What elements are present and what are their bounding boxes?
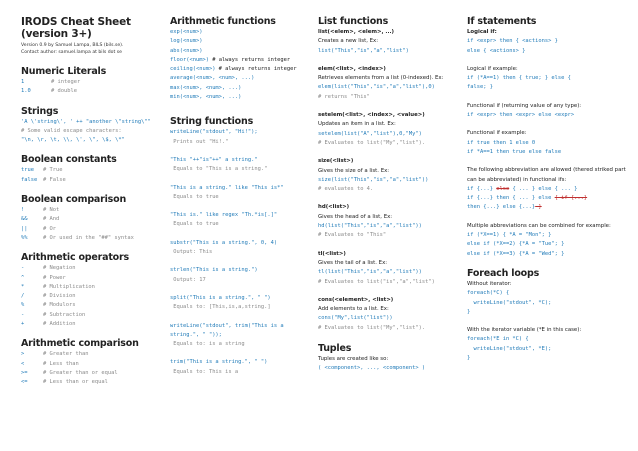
- strfn-strlen-out: Output: 17: [170, 276, 206, 283]
- boolean-comparison-heading: Boolean comparison: [21, 194, 127, 206]
- arith-row: * # Multiplication: [21, 283, 95, 290]
- arithmetic-comparison-heading: Arithmetic comparison: [21, 338, 139, 350]
- cons-sig: cons(<element>, <list>): [318, 296, 394, 303]
- logical-if-else: else { <actions> }: [467, 47, 526, 54]
- strings-comment: # Some valid escape characters:: [21, 127, 122, 134]
- column-1: [21, 16, 149, 388]
- setelem-desc: Updates an item in a list. Ex:: [318, 121, 396, 128]
- setelem-comment: # Evaluates to list("My","list").: [318, 139, 426, 146]
- functional-if-example-2: if *A==1 then true else false: [467, 148, 562, 155]
- cons-desc: Add elements to a list. Ex:: [318, 306, 389, 313]
- arith-row: - # Subtraction: [21, 311, 86, 318]
- foreach-heading: Foreach loops: [467, 267, 540, 279]
- strfn-like: "This is a string." like "This is*": [170, 184, 284, 191]
- fn-exp: exp(<num>): [170, 29, 203, 35]
- strfn-strlen: strlen("This is a string."): [170, 267, 258, 274]
- foreach-5: writeLine("stdout", *E);: [467, 345, 552, 352]
- cons-code: cons("My",list("list")): [318, 315, 393, 322]
- if-statements-heading: If statements: [467, 16, 537, 27]
- list-desc: Creates a new list, Ex:: [318, 38, 379, 45]
- strfn-split-out: Equals to: [This,is,a,string.]: [170, 304, 271, 311]
- abbreviation-2: if {...} then { ... } else { if {...}: [467, 195, 588, 202]
- boolean-row: false # False: [21, 176, 66, 183]
- strfn-writeline-trim-out: Equals to: is a string: [170, 341, 245, 348]
- arithcmp-row: < # Less than: [21, 360, 79, 367]
- multi-example-1: if (*X==1) { *A = "Mon"; }: [467, 232, 552, 239]
- arith-row: ^ # Power: [21, 274, 66, 281]
- column-3: [318, 16, 458, 374]
- foreach-6: }: [467, 355, 471, 362]
- arithcmp-row: <= # Less than or equal: [21, 379, 108, 386]
- size-comment: # evaluates to 4.: [318, 186, 374, 193]
- strfn-writeline: writeLine("stdout", "Hi!");: [170, 129, 258, 136]
- without-iterator-label: Without iterator:: [467, 280, 512, 287]
- elem-comment: # returns "This": [318, 93, 370, 100]
- strfn-writeline-trim-cont: string.", " "));: [170, 331, 222, 338]
- tl-desc: Gives the tail of a list. Ex:: [318, 259, 388, 266]
- logical-if-example-cont: false; }: [467, 84, 493, 91]
- strings-heading: Strings: [21, 105, 59, 117]
- arith-row: % # Modulors: [21, 302, 76, 309]
- tuples-desc: Tuples are created like so:: [318, 356, 389, 363]
- cons-comment: # Evaluates to list("My","list").: [318, 324, 426, 331]
- foreach-3: }: [467, 308, 471, 315]
- strfn-regex: "This is." like regex "Th.*is[.]": [170, 212, 278, 219]
- strings-escapes: "\n, \r, \t, \\, \', \", \$, \*": [21, 137, 125, 144]
- functional-if-code: if <expr> then <expr> else <expr>: [467, 112, 575, 119]
- elem-desc: Retrieves elements from a list (0-indexed). Ex:: [318, 75, 444, 82]
- multi-example-3: else if (*X==3) {*A = "Wed"; }: [467, 250, 565, 257]
- fn-floor: floor(<num>) # always returns integer: [170, 56, 291, 63]
- logical-if-code: if <expr> then { <actions> }: [467, 38, 558, 45]
- numeric-row: 1 # integer: [21, 79, 81, 85]
- functional-if-example-1: if true then 1 else 0: [467, 139, 536, 146]
- arith-row: + # Addition: [21, 321, 76, 328]
- foreach-4: foreach(*E in *C) {: [467, 336, 529, 343]
- arithmetic-functions-heading: Arithmetic functions: [170, 16, 276, 27]
- fn-min: min(<num>, <num>, ...): [170, 94, 242, 101]
- boolcmp-row: ! # Not: [21, 207, 60, 214]
- strfn-like-out: Equals to true: [170, 193, 219, 200]
- abbreviation-1: if {...} else { ... } else { ... }: [467, 185, 578, 192]
- hd-comment: # Evaluates to "This": [318, 232, 387, 239]
- foreach-1: foreach(*C) {: [467, 290, 510, 297]
- fn-average: average(<num>, <num>, ...): [170, 75, 255, 82]
- arithcmp-row: > # Greater than: [21, 351, 89, 358]
- fn-log: log(<num>): [170, 38, 203, 45]
- strfn-concat: "This "++"is"++" a string.": [170, 156, 258, 163]
- strings-example: 'A \'string\', ' ++ "another \"string\"": [21, 118, 151, 125]
- strfn-writeline-trim: writeLine("stdout", trim("This is a: [170, 322, 284, 329]
- hd-desc: Gives the head of a list, Ex:: [318, 213, 393, 220]
- arithcmp-row: >= # Greater than or equal: [21, 369, 118, 376]
- column-4: [467, 16, 627, 363]
- tuples-heading: Tuples: [318, 343, 352, 355]
- multi-example-2: else if (*X==2) {*A = "Tue"; }: [467, 241, 565, 248]
- strfn-trim: trim("This is a string.", " "): [170, 359, 268, 366]
- setelem-sig: setelem(<list>, <index>, <value>): [318, 112, 425, 119]
- elem-code: elem(list("This","is","a","list"),0): [318, 84, 435, 91]
- list-code: list("This","is","a","list"): [318, 47, 409, 54]
- boolcmp-row: && # And: [21, 216, 60, 223]
- strfn-substr-out: Output: This: [170, 249, 213, 256]
- multiple-abbreviation-desc: Multiple abbreviations can be combined for example:: [467, 222, 611, 229]
- elem-sig: elem(<list>, <index>): [318, 65, 386, 72]
- version-line: Version 0.9 by Samuel Lampa, BILS (bils.se).: [21, 43, 124, 48]
- hd-sig: hd(<list>): [318, 204, 350, 211]
- hd-code: hd(list("This","is","a","list")): [318, 223, 422, 230]
- boolcmp-row: || # Or: [21, 225, 56, 232]
- strfn-trim-out: Equals to: This is a: [170, 368, 239, 375]
- tl-comment: # Evaluates to list("is","a","list"): [318, 278, 435, 285]
- fn-max: max(<num>, <num>, ...): [170, 84, 242, 91]
- boolcmp-row: %% # Or used in the "##" syntax: [21, 234, 134, 241]
- setelem-code: setelem(list("A","list"),0,"My"): [318, 130, 422, 137]
- boolean-row: true # True: [21, 167, 63, 174]
- list-sig: list(<elem>, <elem>, ...): [318, 29, 395, 35]
- abbreviation-desc: The following abbreviation are allowed (thered striked part can be abbreviated) in functional ifs:: [467, 167, 626, 183]
- numeric-literals-heading: Numeric Literals: [21, 66, 107, 77]
- fn-ceiling: ceiling(<num>) # always returns integer: [170, 66, 297, 73]
- size-code: size(list("This","is","a","list")): [318, 176, 429, 183]
- tl-code: tl(list("This","is","a","list")): [318, 269, 422, 276]
- arith-row: / # Division: [21, 293, 76, 300]
- strfn-writeline-out: Prints out "Hi!.": [170, 138, 229, 145]
- strfn-concat-out: Equals to "This is a string.": [170, 166, 268, 173]
- tl-sig: tl(<list>): [318, 250, 346, 257]
- fn-abs: abs(<num>): [170, 47, 203, 54]
- logical-if-example-label: Logical if example:: [467, 65, 518, 72]
- foreach-2: writeLine("stdout", *C);: [467, 299, 552, 306]
- tuples-code: ( <component>, ..., <component> ): [318, 365, 426, 372]
- functional-if-example-label: Functional if example:: [467, 130, 527, 137]
- size-sig: size(<list>): [318, 158, 354, 165]
- logical-if-label: Logical if:: [467, 29, 497, 35]
- strfn-substr: substr("This is a string.", 0, 4): [170, 239, 278, 246]
- list-functions-heading: List functions: [318, 16, 389, 27]
- size-desc: Gives the size of a list. Ex:: [318, 167, 390, 174]
- abbreviation-3: then {...} else {...} }: [467, 204, 542, 211]
- page-title: IRODS Cheat Sheet (version 3+): [21, 16, 131, 40]
- with-iterator-label: With the iterator variable (*E in this case):: [467, 327, 582, 334]
- strfn-split: split("This is a string.", " "): [170, 294, 271, 301]
- string-functions-heading: String functions: [170, 116, 254, 128]
- contact-line: Contact author: samuel.lampa at bils dot se: [21, 50, 122, 55]
- strfn-regex-out: Equals to true: [170, 221, 219, 228]
- logical-if-example: if (*A==1) then { true; } else {: [467, 75, 571, 82]
- functional-if-label: Functional if (returning value of any type):: [467, 102, 582, 109]
- arith-row: - # Negation: [21, 265, 76, 272]
- arithmetic-operators-heading: Arithmetic operators: [21, 252, 129, 264]
- numeric-row: 1.0 # double: [21, 88, 77, 95]
- column-2: [170, 16, 308, 377]
- boolean-constants-heading: Boolean constants: [21, 154, 117, 166]
